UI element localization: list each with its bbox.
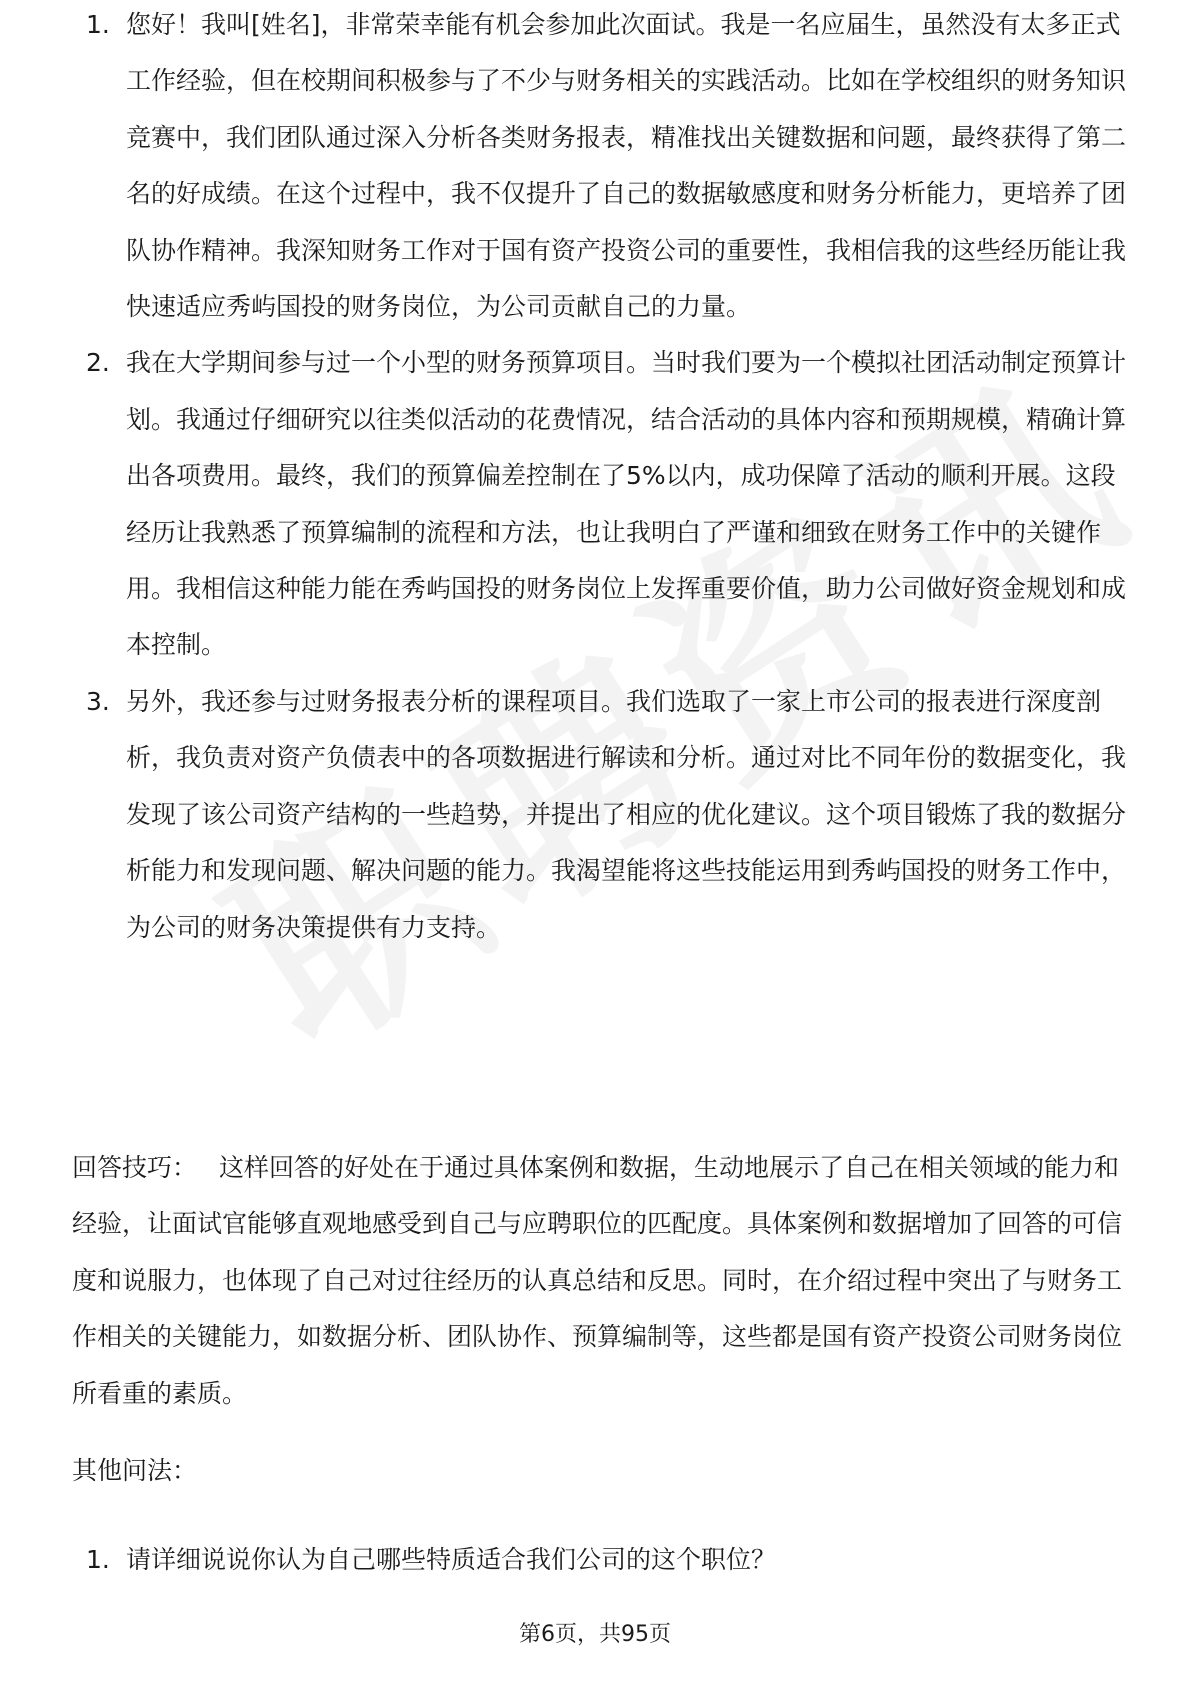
answer-item-2: [72, 335, 1132, 673]
answer-text: 另外，我还参与过财务报表分析的课程项目。我们选取了一家上市公司的报表进行深度剖析，我负责对资产负债表中的各项数据进行解读和分析。通过对比不同年份的数据变化，我发现了该公司资产结构的一些趋势，并提出了相应的优化建议。这个项目锻炼了我的数据分析能力和发现问题、解决问题的能力。我渴望能将这些技能运用到秀屿国投的财务工作中，为公司的财务决策提供有力支持。: [126, 686, 1127, 942]
question-number: 1.: [86, 1545, 110, 1574]
other-question-item: [72, 1532, 1132, 1588]
answer-item-3: [72, 674, 1132, 956]
answer-item-1: [72, 0, 1132, 335]
answer-list: [72, 10, 1132, 956]
question-text: 请详细说说你认为自己哪些特质适合我们公司的这个职位？: [126, 1545, 777, 1574]
other-questions-heading: 其他问法：: [72, 1456, 198, 1485]
tips-label: 回答技巧：: [72, 1153, 198, 1182]
tips-text: 这样回答的好处在于通过具体案例和数据，生动地展示了自己在相关领域的能力和经验，让面试官能够直观地感受到自己与应聘职位的匹配度。具体案例和数据增加了回答的可信度和说服力，也体现了自己对过往经历的认真总结和反思。同时，在介绍过程中突出了与财务工作相关的关键能力，如数据分析、团队协作、预算编制等，这些都是国有资产投资公司财务岗位所看重的素质。: [72, 1153, 1123, 1408]
answer-number: 2.: [86, 348, 110, 378]
answer-text: 您好！我叫[姓名]，非常荣幸能有机会参加此次面试。我是一名应届生，虽然没有太多正式工作经验，但在校期间积极参与了不少与财务相关的实践活动。比如在学校组织的财务知识竞赛中，我们团队通过深入分析各类财务报表，精准找出关键数据和问题，最终获得了第二名的好成绩。在这个过程中，我不仅提升了自己的数据敏感度和财务分析能力，更培养了团队协作精神。我深知财务工作对于国有资产投资公司的重要性，我相信我的这些经历能让我快速适应秀屿国投的财务岗位，为公司贡献自己的力量。: [126, 10, 1127, 322]
answer-number: 1.: [86, 10, 110, 39]
answer-tips: [72, 1140, 1132, 1422]
page-footer: 第6页，共95页: [519, 1622, 671, 1647]
other-questions-list: [72, 1532, 1132, 1588]
answer-text: 我在大学期间参与过一个小型的财务预算项目。当时我们要为一个模拟社团活动制定预算计划。我通过仔细研究以往类似活动的花费情况，结合活动的具体内容和预期规模，精确计算出各项费用。最终，我们的预算偏差控制在了5%以内，成功保障了活动的顺利开展。这段经历让我熟悉了预算编制的流程和方法，也让我明白了严谨和细致在财务工作中的关键作用。我相信这种能力能在秀屿国投的财务岗位上发挥重要价值，助力公司做好资金规划和成本控制。: [126, 348, 1127, 660]
answer-number: 3.: [86, 686, 110, 716]
